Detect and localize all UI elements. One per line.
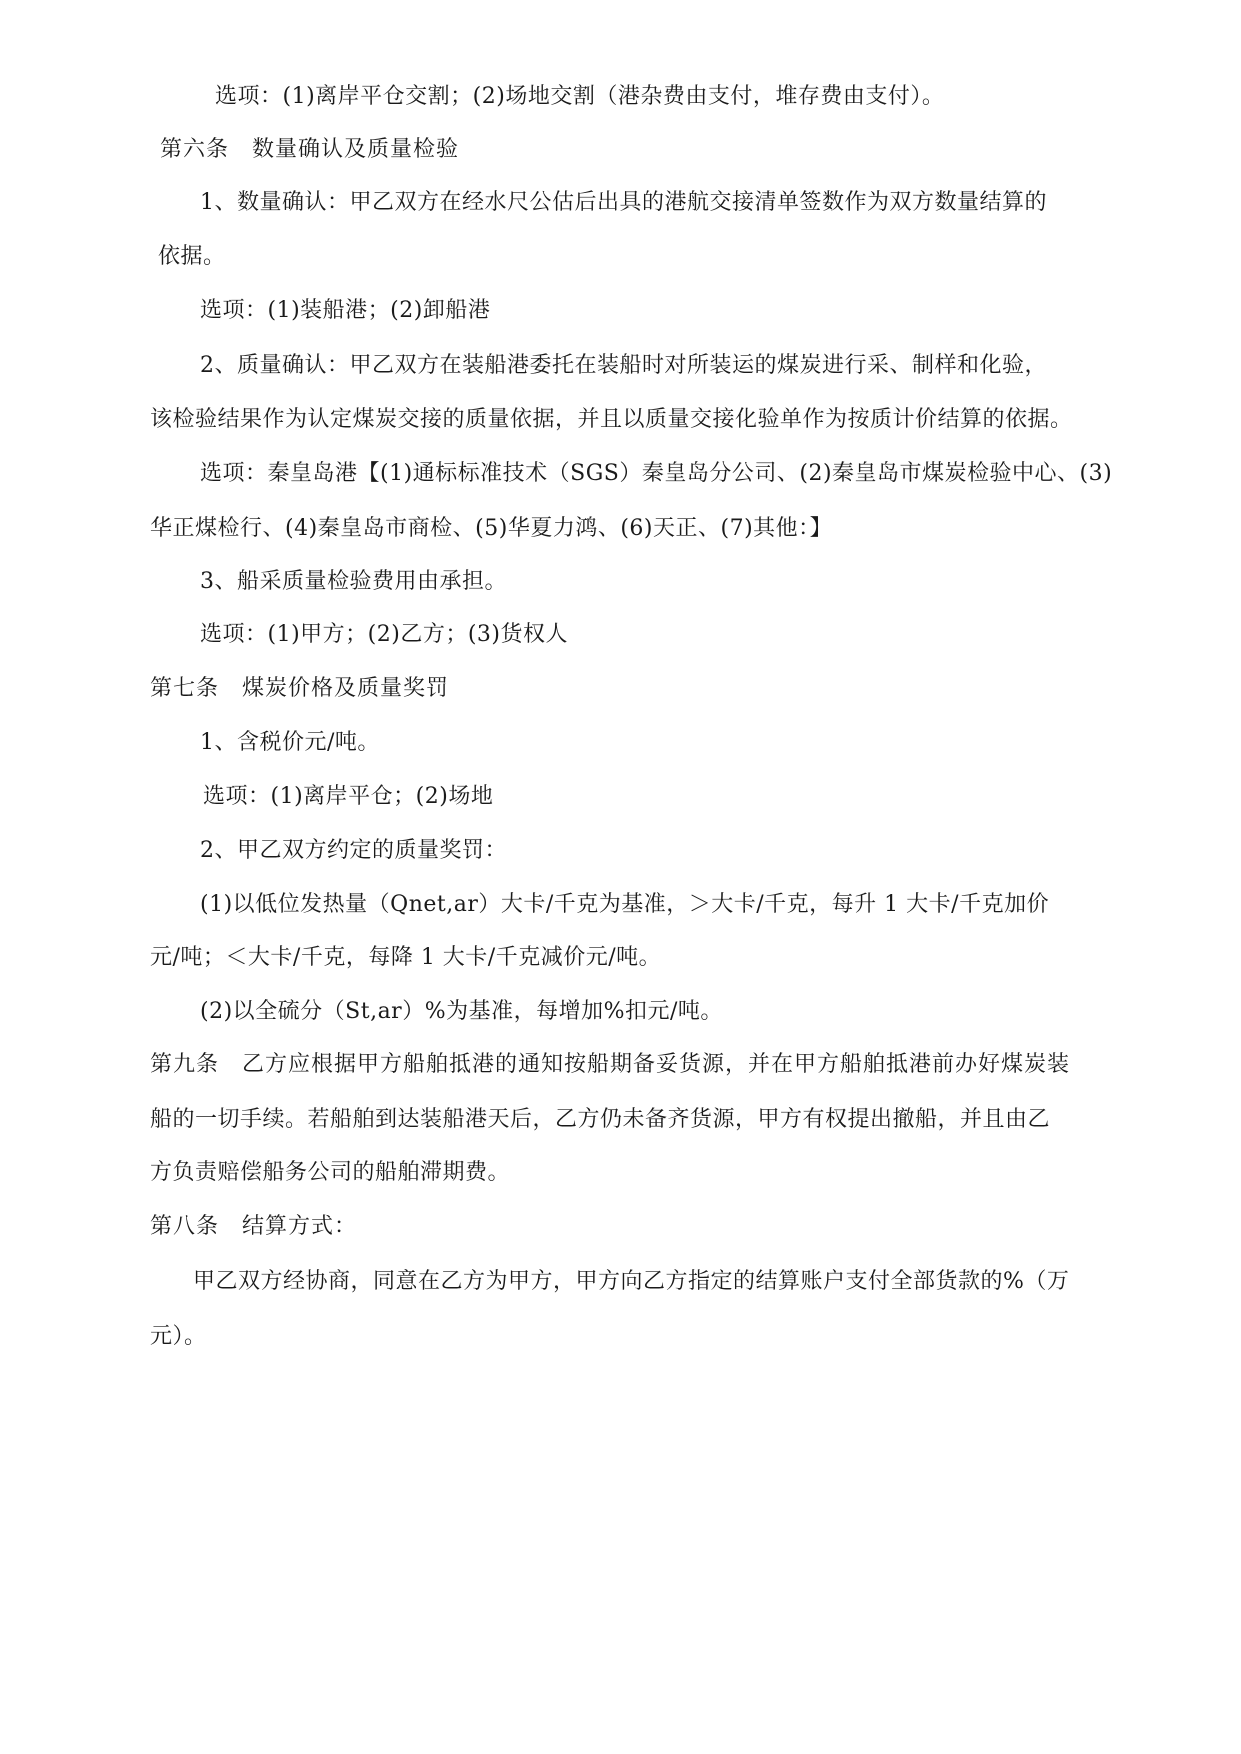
quantity-confirmation-line-1: 1、数量确认：甲乙双方在经水尺公估后出具的港航交接清单签数作为双方数量结算的 <box>200 190 1047 215</box>
settlement-clause-line-2: 元）。 <box>150 1324 207 1349</box>
calorific-value-clause-line-1: (1)以低位发热量（Qnet,ar）大卡/千克为基准，＞大卡/千克，每升 1 大卡/千克加价 <box>200 892 1050 917</box>
article-9-line-2: 船的一切手续。若船舶到达装船港天后，乙方仍未备齐货源，甲方有权提出撤船，并且由乙 <box>150 1107 1051 1132</box>
article-9-line-1: 第九条 乙方应根据甲方船舶抵港的通知按船期备妥货源，并在甲方船舶抵港前办好煤炭装 <box>150 1052 1071 1077</box>
article-8-heading: 第八条 结算方式： <box>150 1214 358 1239</box>
calorific-value-clause-line-2: 元/吨；＜大卡/千克，每降 1 大卡/千克减价元/吨。 <box>150 945 662 970</box>
quality-confirmation-line-1: 2、质量确认：甲乙双方在装船港委托在装船时对所装运的煤炭进行采、制样和化验， <box>200 353 1047 378</box>
option-delivery-method: 选项：(1)离岸平仓交割；(2)场地交割（港杂费由支付，堆存费由支付）。 <box>215 84 945 109</box>
option-inspection-agency-line-2: 华正煤检行、(4)秦皇岛市商检、(5)华夏力鸿、(6)天正、(7)其他：】 <box>150 516 833 541</box>
article-6-heading: 第六条 数量确认及质量检验 <box>160 137 460 162</box>
option-fee-payer: 选项：(1)甲方；(2)乙方；(3)货权人 <box>200 622 568 647</box>
option-port: 选项：(1)装船港；(2)卸船港 <box>200 298 491 323</box>
tax-inclusive-price-line: 1、含税价元/吨。 <box>200 730 380 755</box>
settlement-clause-line-1: 甲乙双方经协商，同意在乙方为甲方，甲方向乙方指定的结算账户支付全部货款的%（万 <box>193 1269 1070 1294</box>
option-price-basis: 选项：(1)离岸平仓；(2)场地 <box>203 784 494 809</box>
quality-confirmation-line-2: 该检验结果作为认定煤炭交接的质量依据，并且以质量交接化验单作为按质计价结算的依据。 <box>150 407 1073 432</box>
article-9-line-3: 方负责赔偿船务公司的船舶滞期费。 <box>150 1160 511 1185</box>
quality-reward-penalty-heading: 2、甲乙双方约定的质量奖罚： <box>200 838 507 863</box>
quantity-confirmation-line-2: 依据。 <box>158 244 226 269</box>
article-7-heading: 第七条 煤炭价格及质量奖罚 <box>150 676 450 701</box>
option-inspection-agency-line-1: 选项：秦皇岛港【(1)通标标准技术（SGS）秦皇岛分公司、(2)秦皇岛市煤炭检验中心、(3) <box>200 461 1113 486</box>
sulfur-clause-line: (2)以全硫分（St,ar）%为基准，每增加%扣元/吨。 <box>200 999 723 1024</box>
inspection-fee-line: 3、船采质量检验费用由承担。 <box>200 569 507 594</box>
